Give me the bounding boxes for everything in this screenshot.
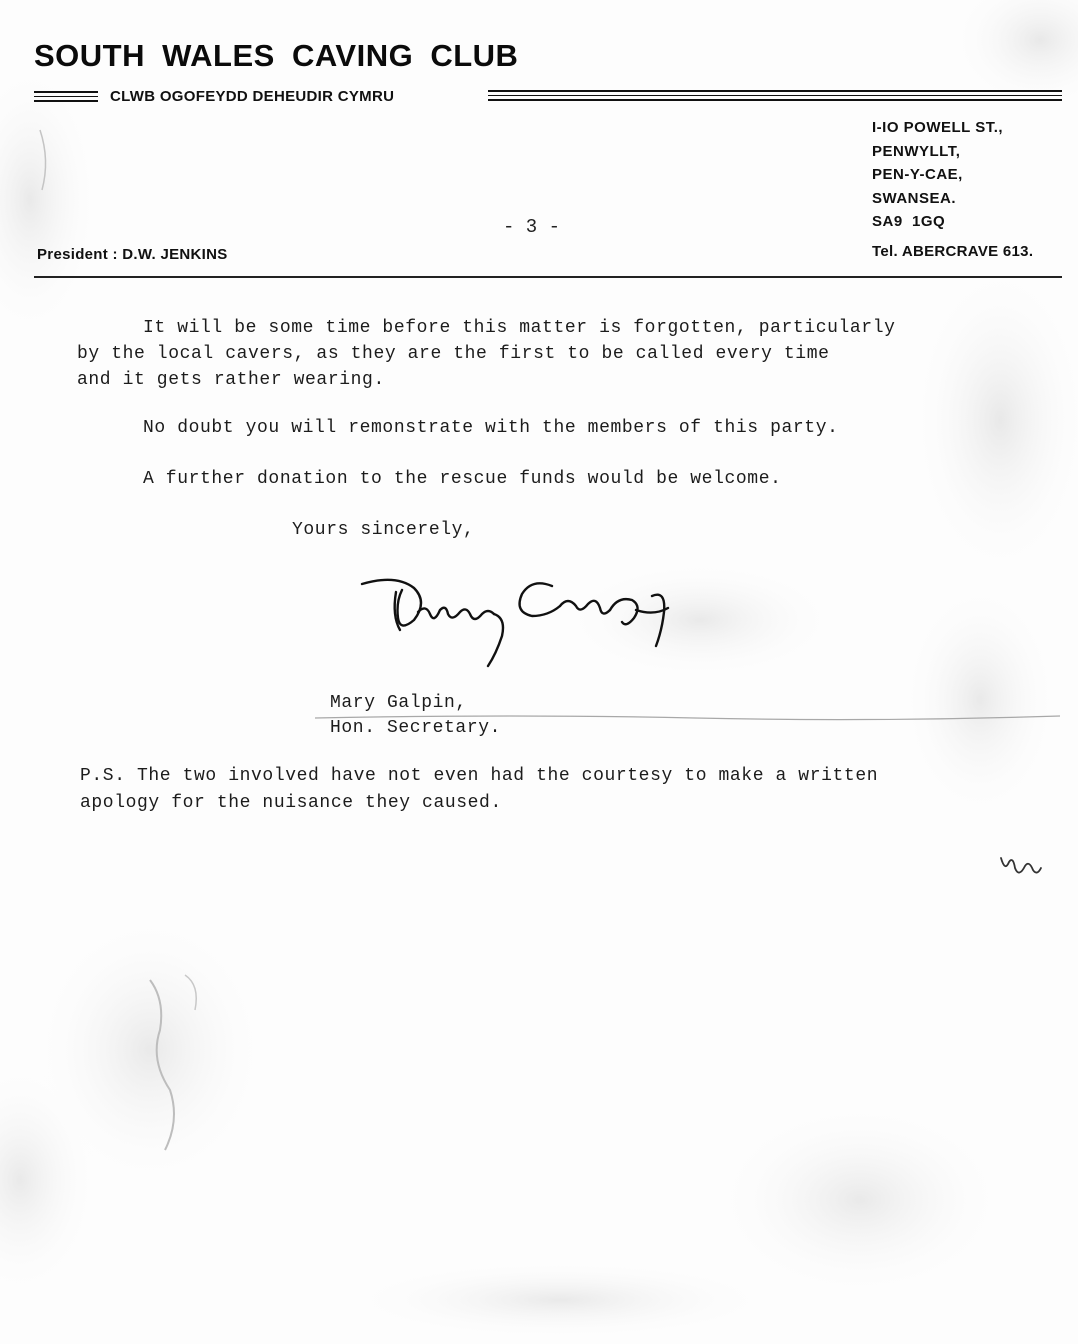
paragraph-3: A further donation to the rescue funds would be welcome.: [143, 469, 782, 489]
postscript-line-2: apology for the nuisance they caused.: [80, 793, 502, 813]
header-divider: [34, 276, 1062, 278]
welsh-club-name: CLWB OGOFEYDD DEHEUDIR CYMRU: [110, 88, 395, 105]
paragraph-1-line-2: by the local cavers, as they are the first to be called every time: [77, 344, 830, 364]
letterhead-rule-left: [34, 91, 98, 102]
address-line: I-IO POWELL ST.,: [872, 119, 1004, 136]
address-line: PEN-Y-CAE,: [872, 166, 963, 183]
club-name: SOUTH WALES CAVING CLUB: [34, 38, 519, 73]
paragraph-1-line-3: and it gets rather wearing.: [77, 370, 385, 390]
paragraph-2: No doubt you will remonstrate with the members of this party.: [143, 418, 839, 438]
fold-crease: [315, 712, 1060, 722]
handwritten-signature-icon: [356, 566, 696, 686]
address-line: PENWYLLT,: [872, 142, 961, 160]
page-number: - 3 -: [503, 216, 561, 238]
paragraph-1-line-1: It will be some time before this matter is forgotten, particularly: [143, 318, 896, 338]
postscript-line-1: P.S. The two involved have not even had the courtesy to make a written: [80, 766, 879, 786]
closing: Yours sincerely,: [292, 520, 475, 540]
address-line: SA9 1GQ: [872, 213, 946, 230]
signatory-name: Mary Galpin,: [330, 693, 467, 713]
telephone-line: Tel. ABERCRAVE 613.: [872, 243, 1034, 260]
club-address: [872, 116, 1003, 234]
letterhead-rule-right: [488, 90, 1062, 101]
president-line: President : D.W. JENKINS: [37, 246, 228, 263]
margin-pencil-mark-icon: [997, 852, 1043, 880]
signatory-title: Hon. Secretary.: [330, 718, 502, 738]
address-line: SWANSEA.: [872, 189, 957, 207]
